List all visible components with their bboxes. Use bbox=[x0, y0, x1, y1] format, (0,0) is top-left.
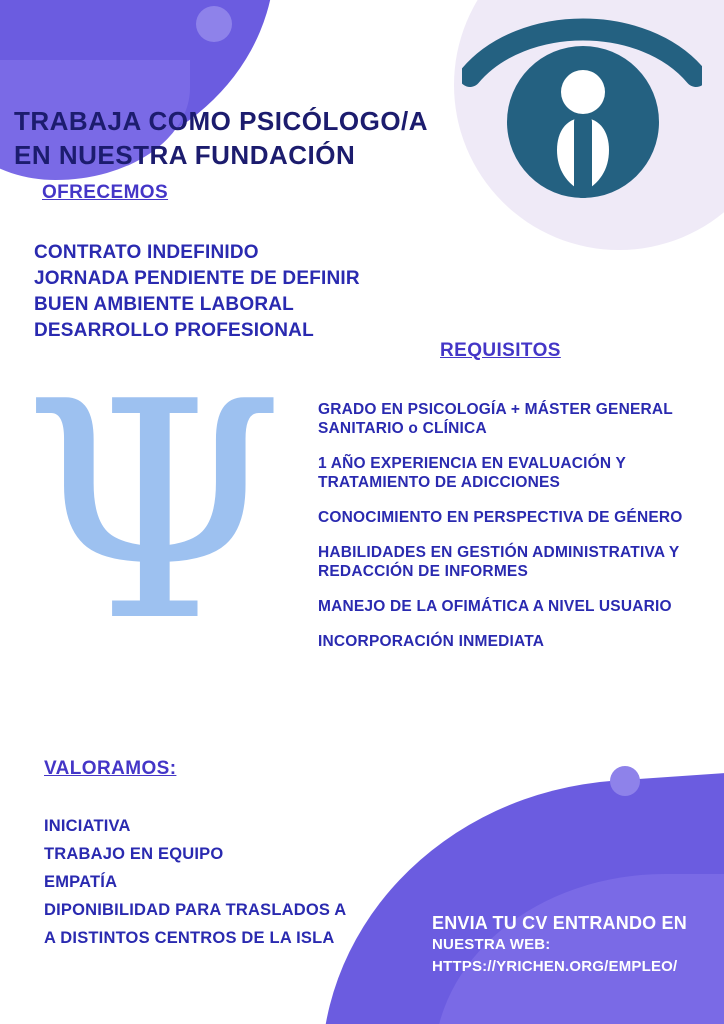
list-item: JORNADA PENDIENTE DE DEFINIR bbox=[34, 268, 360, 289]
contact-website-link[interactable]: HTTPS://YRICHEN.ORG/EMPLEO/ bbox=[432, 958, 678, 975]
decorative-dot-bottom bbox=[610, 766, 640, 796]
list-item: DESARROLLO PROFESIONAL bbox=[34, 320, 314, 341]
organization-logo-icon bbox=[462, 18, 702, 208]
contact-block bbox=[432, 912, 712, 978]
list-item: GRADO EN PSICOLOGÍA + MÁSTER GENERAL SANITARIO o CLÍNICA bbox=[318, 401, 673, 437]
list-item: DIPONIBILIDAD PARA TRASLADOS A bbox=[44, 901, 347, 919]
list-item: INICIATIVA bbox=[44, 817, 131, 835]
list-item: CONTRATO INDEFINIDO bbox=[34, 242, 259, 263]
page-title bbox=[14, 104, 484, 172]
list-item: HABILIDADES EN GESTIÓN ADMINISTRATIVA Y REDACCIÓN DE INFORMES bbox=[318, 544, 680, 580]
valoramos-list bbox=[44, 812, 444, 952]
requisitos-list bbox=[318, 400, 708, 667]
contact-line-2: NUESTRA WEB: bbox=[432, 936, 551, 953]
ofrecemos-list bbox=[34, 240, 434, 344]
list-item: EMPATÍA bbox=[44, 873, 118, 891]
section-title-valoramos: VALORAMOS: bbox=[44, 758, 177, 779]
list-item: BUEN AMBIENTE LABORAL bbox=[34, 294, 294, 315]
psi-watermark: Ψ bbox=[22, 338, 286, 687]
section-title-requisitos: REQUISITOS bbox=[440, 340, 561, 361]
list-item: 1 AÑO EXPERIENCIA EN EVALUACIÓN Y TRATAMIENTO DE ADICCIONES bbox=[318, 455, 626, 491]
section-title-ofrecemos: OFRECEMOS bbox=[42, 182, 169, 203]
headline-line-1: TRABAJA COMO PSICÓLOGO/A bbox=[14, 106, 429, 136]
list-item: INCORPORACIÓN INMEDIATA bbox=[318, 633, 545, 650]
headline-line-2: EN NUESTRA FUNDACIÓN bbox=[14, 140, 356, 170]
contact-line-1: ENVIA TU CV ENTRANDO EN bbox=[432, 913, 687, 933]
list-item: MANEJO DE LA OFIMÁTICA A NIVEL USUARIO bbox=[318, 598, 672, 615]
list-item: CONOCIMIENTO EN PERSPECTIVA DE GÉNERO bbox=[318, 509, 683, 526]
list-item: TRABAJO EN EQUIPO bbox=[44, 845, 224, 863]
list-item: A DISTINTOS CENTROS DE LA ISLA bbox=[44, 929, 335, 947]
decorative-dot-top bbox=[196, 6, 232, 42]
